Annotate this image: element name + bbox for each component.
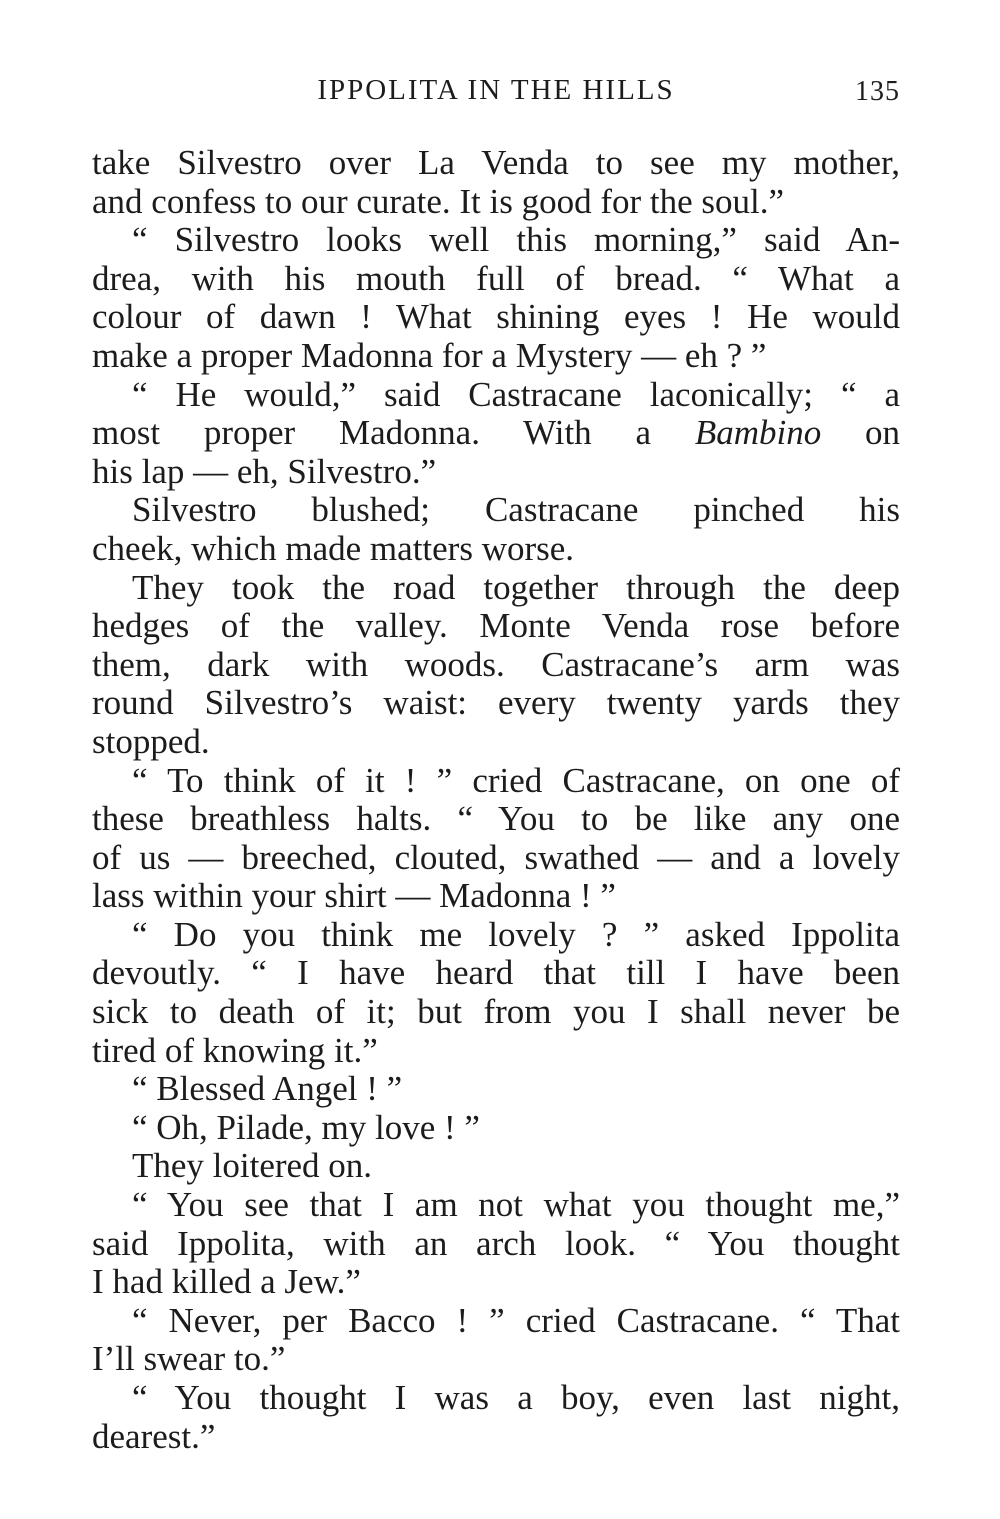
text-line: [92, 684, 900, 723]
line-text: I had killed a Jew.”: [92, 1262, 361, 1302]
text-line: [92, 1379, 900, 1418]
line-text: these breathless halts. “ You to be like any one: [92, 799, 900, 839]
text-line: [92, 260, 900, 299]
text-line: [92, 607, 900, 646]
line-text: “ Do you think me lovely ? ” asked Ippolita: [132, 914, 900, 954]
text-line: [92, 1418, 900, 1457]
line-text: “ Blessed Angel ! ”: [132, 1069, 403, 1109]
line-text: said Ippolita, with an arch look. “ You thought: [92, 1223, 900, 1263]
line-text: lass within your shirt — Madonna ! ”: [92, 876, 616, 916]
running-title: IPPOLITA IN THE HILLS: [317, 74, 675, 106]
line-text: Silvestro blushed; Castracane pinched his: [132, 490, 900, 530]
line-text: of us — breeched, clouted, swathed — and a lovely: [92, 837, 900, 877]
line-text: hedges of the valley. Monte Venda rose before: [92, 606, 900, 646]
line-text: sick to death of it; but from you I shall never be: [92, 992, 900, 1032]
book-page: [92, 70, 900, 1456]
line-text: drea, with his mouth full of bread. “ What a: [92, 258, 900, 298]
line-text: stopped.: [92, 721, 210, 761]
line-text: “ He would,” said Castracane laconically; “ a: [132, 374, 900, 414]
text-line: [92, 646, 900, 685]
line-text: round Silvestro’s waist: every twenty yards they: [92, 683, 900, 723]
line-text: “ To think of it ! ” cried Castracane, on one of: [132, 760, 900, 800]
running-head: [92, 70, 900, 114]
text-line: [92, 993, 900, 1032]
text-line: [92, 1225, 900, 1264]
line-text-after: on: [821, 413, 900, 453]
text-line: [92, 491, 900, 530]
text-line: [92, 376, 900, 415]
line-text: colour of dawn ! What shining eyes ! He would: [92, 297, 900, 337]
line-text: dearest.”: [92, 1416, 216, 1456]
text-line: [92, 569, 900, 608]
text-line: [92, 839, 900, 878]
line-text: They loitered on.: [132, 1146, 373, 1186]
line-text: his lap — eh, Silvestro.”: [92, 451, 437, 491]
text-line: [92, 723, 900, 762]
text-line: [92, 183, 900, 222]
body-text: [92, 144, 900, 1456]
line-text: most proper Madonna. With a: [92, 413, 652, 453]
text-line: [92, 916, 900, 955]
page-number: 135: [855, 76, 900, 107]
text-line: [92, 453, 900, 492]
line-text: them, dark with woods. Castracane’s arm was: [92, 644, 900, 684]
line-text: “ You thought I was a boy, even last night,: [132, 1378, 900, 1417]
line-text: devoutly. “ I have heard that till I have been: [92, 953, 900, 993]
line-text: “ Silvestro looks well this morning,” said An-: [132, 220, 900, 260]
italic-word: Bambino: [694, 413, 822, 453]
line-text: “ You see that I am not what you thought me,”: [132, 1185, 900, 1225]
text-line: [92, 762, 900, 801]
line-text: “ Oh, Pilade, my love ! ”: [132, 1107, 480, 1147]
line-text: take Silvestro over La Venda to see my mother,: [92, 143, 900, 182]
text-line: [92, 1263, 900, 1302]
text-line: [92, 530, 900, 569]
text-line: [92, 1032, 900, 1071]
line-text: cheek, which made matters worse.: [92, 528, 575, 568]
text-line: [92, 298, 900, 337]
text-line: [92, 877, 900, 916]
line-text: “ Never, per Bacco ! ” cried Castracane. “ That: [132, 1300, 900, 1340]
text-line: [92, 1070, 900, 1109]
line-text: I’ll swear to.”: [92, 1339, 286, 1379]
text-line: [92, 800, 900, 839]
text-line: [92, 221, 900, 260]
text-line: [92, 414, 900, 453]
line-text: and confess to our curate. It is good for the soul.”: [92, 181, 785, 221]
text-line: [92, 1302, 900, 1341]
text-line: [92, 1340, 900, 1379]
text-line: [92, 1147, 900, 1186]
text-line: [92, 1109, 900, 1148]
text-line: [92, 337, 900, 376]
line-text: make a proper Madonna for a Mystery — eh ? ”: [92, 335, 767, 375]
text-line: [92, 954, 900, 993]
line-text: tired of knowing it.”: [92, 1030, 378, 1070]
text-line: [92, 144, 900, 183]
text-line: [92, 1186, 900, 1225]
line-text: They took the road together through the deep: [132, 567, 900, 607]
